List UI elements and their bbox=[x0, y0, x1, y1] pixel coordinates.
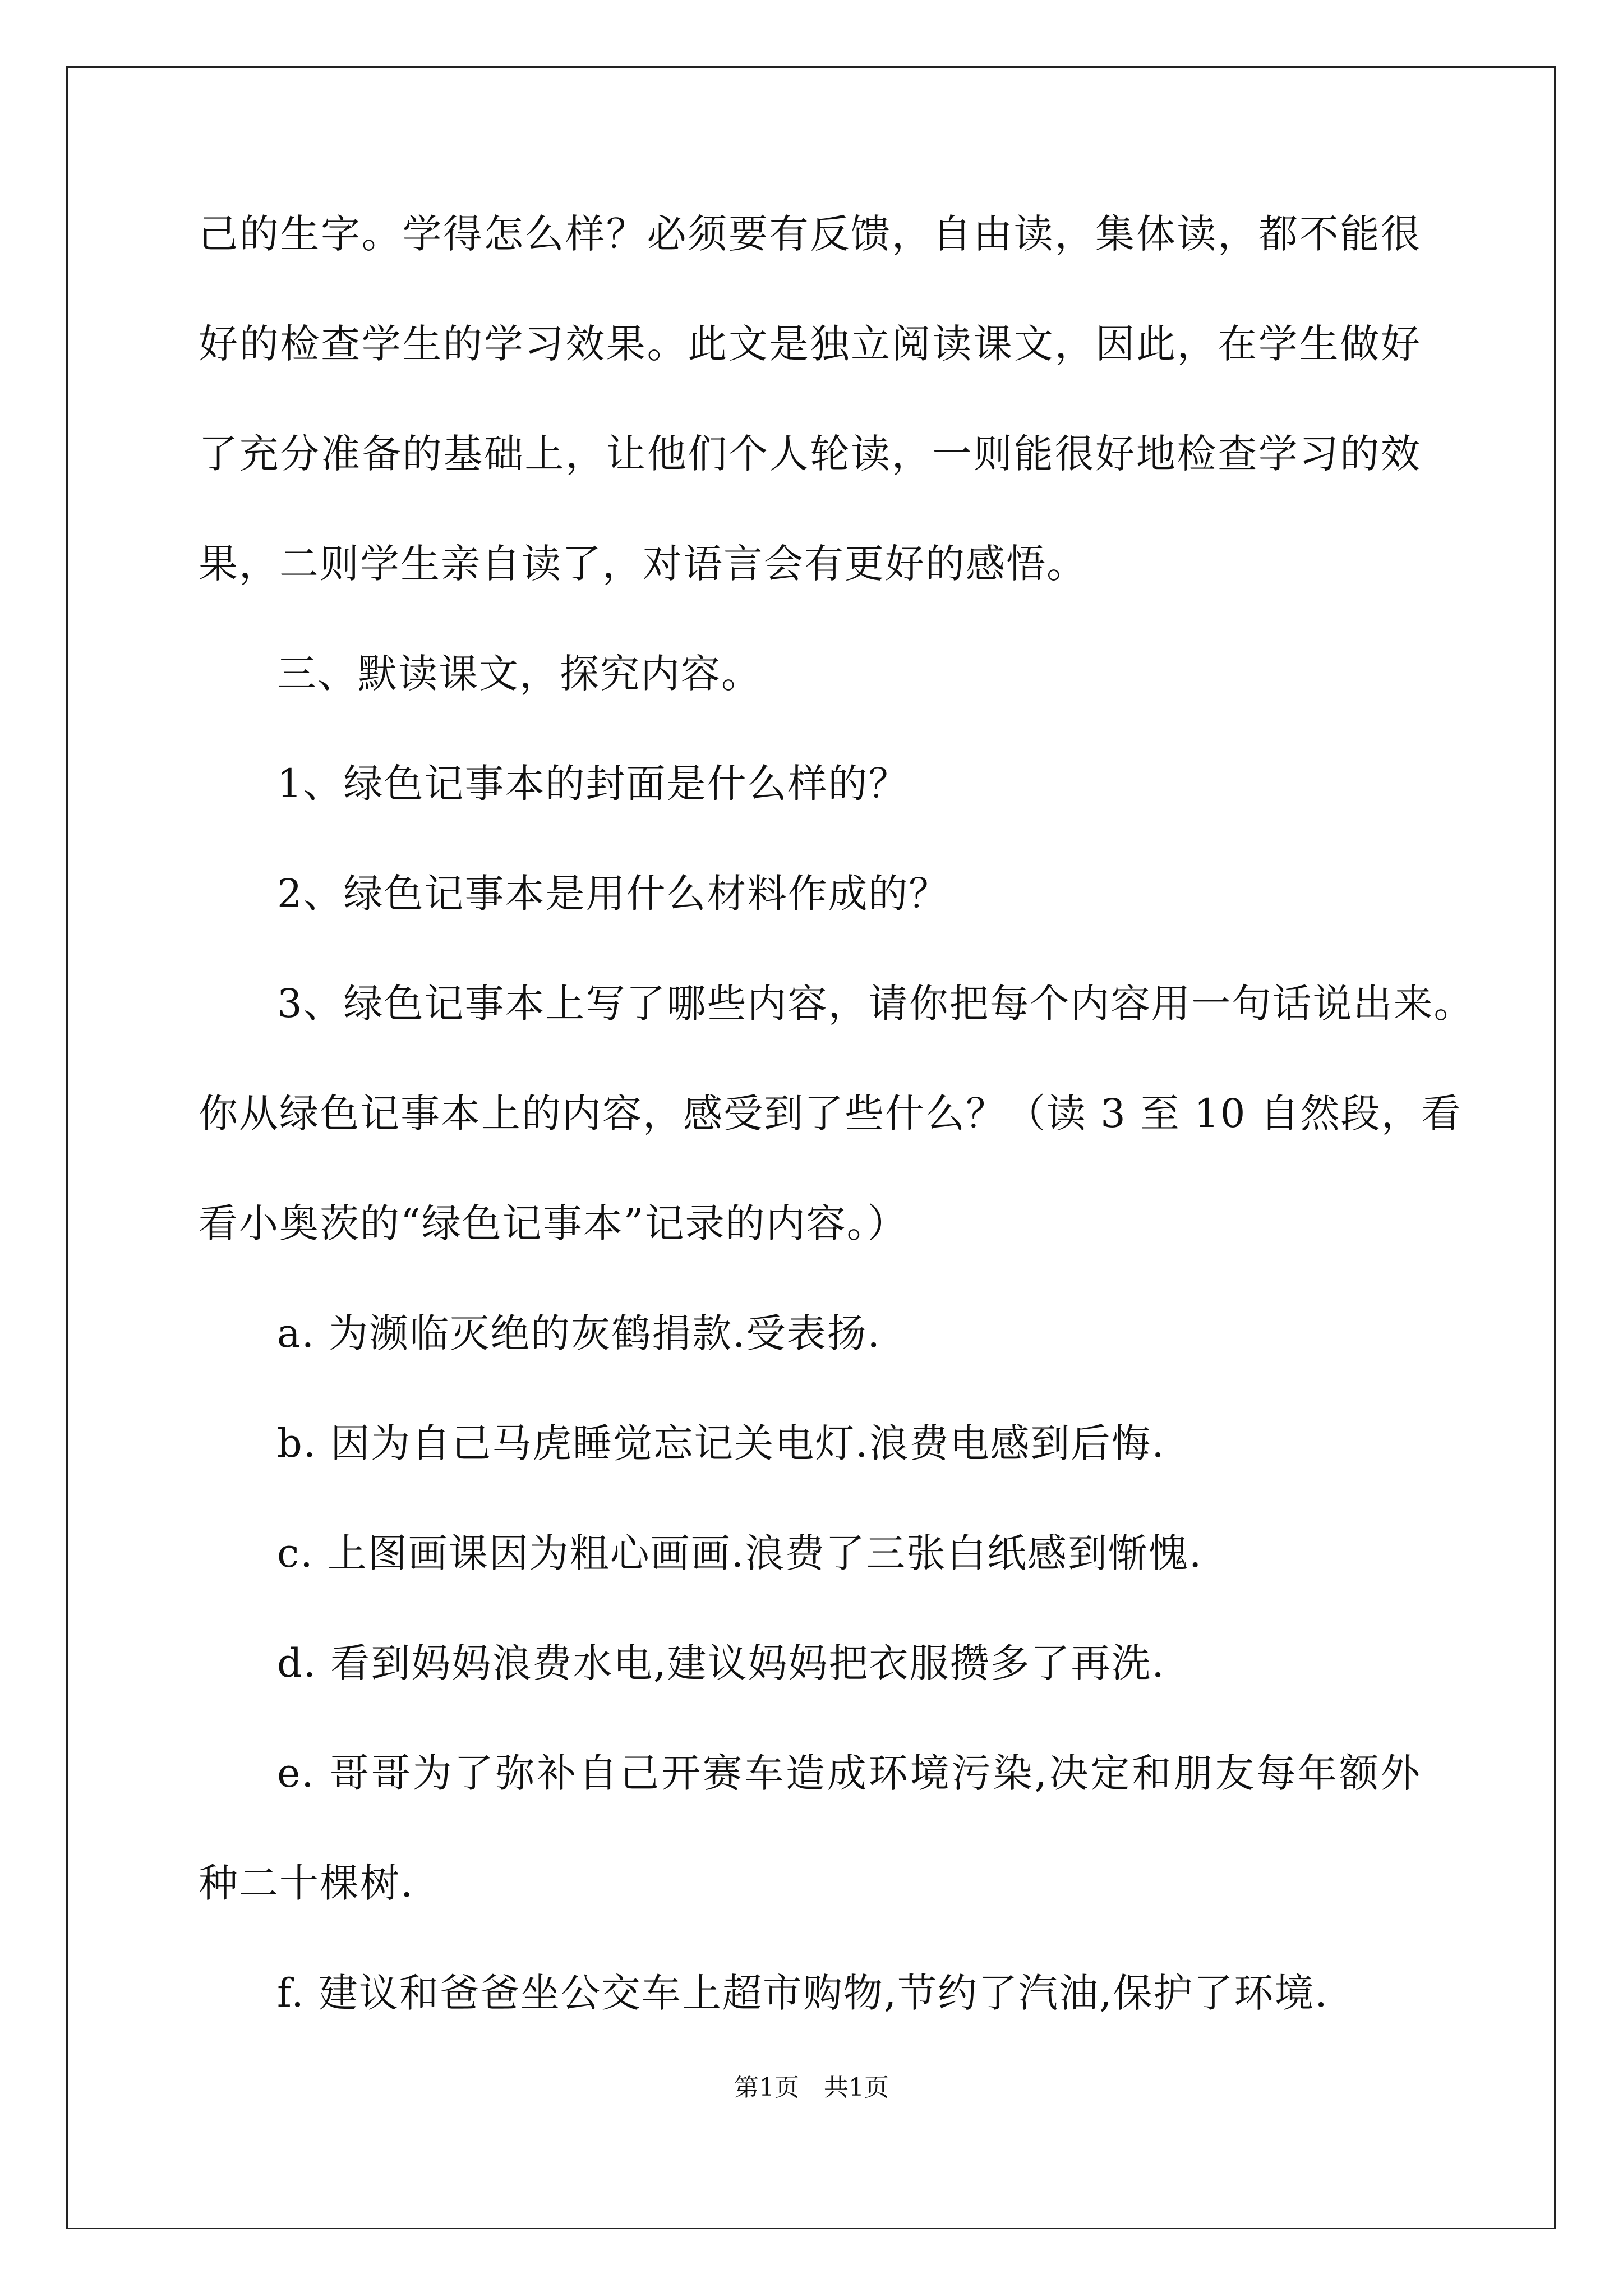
question-3-continued: 你从绿色记事本上的内容，感受到了些什么？（读 3 至 10 自然段，看 bbox=[199, 1091, 1462, 1137]
list-item-c: c. 上图画课因为粗心画画.浪费了三张白纸感到惭愧. bbox=[277, 1530, 1203, 1576]
list-item-b: b. 因为自己马虎睡觉忘记关电灯.浪费电感到后悔. bbox=[277, 1420, 1165, 1466]
question-3: 3、绿色记事本上写了哪些内容，请你把每个内容用一句话说出来。 bbox=[277, 981, 1474, 1027]
section-heading: 三、默读课文，探究内容。 bbox=[277, 651, 762, 697]
question-1: 1、绿色记事本的封面是什么样的？ bbox=[277, 761, 909, 807]
list-item-a: a. 为濒临灭绝的灰鹤捐款.受表扬. bbox=[277, 1310, 881, 1356]
question-2: 2、绿色记事本是用什么材料作成的？ bbox=[277, 871, 949, 917]
list-item-d: d. 看到妈妈浪费水电,建议妈妈把衣服攒多了再洗. bbox=[277, 1640, 1165, 1686]
paragraph-line: 好的检查学生的学习效果。此文是独立阅读课文，因此，在学生做好 bbox=[199, 321, 1421, 367]
paragraph-line: 己的生字。学得怎么样？必须要有反馈，自由读，集体读，都不能很 bbox=[199, 211, 1421, 257]
page-footer: 第1页 共1页 bbox=[734, 2073, 889, 2102]
list-item-f: f. 建议和爸爸坐公交车上超市购物,节约了汽油,保护了环境. bbox=[277, 1970, 1329, 2016]
list-item-e: e. 哥哥为了弥补自己开赛车造成环境污染,决定和朋友每年额外 bbox=[277, 1750, 1421, 1796]
list-item-e-continued: 种二十棵树. bbox=[199, 1860, 414, 1906]
paragraph-line: 果，二则学生亲自读了，对语言会有更好的感悟。 bbox=[199, 541, 1087, 587]
paragraph-line: 了充分准备的基础上，让他们个人轮读，一则能很好地检查学习的效 bbox=[199, 431, 1421, 477]
question-3-continued: 看小奥茨的“绿色记事本”记录的内容。） bbox=[199, 1200, 908, 1246]
